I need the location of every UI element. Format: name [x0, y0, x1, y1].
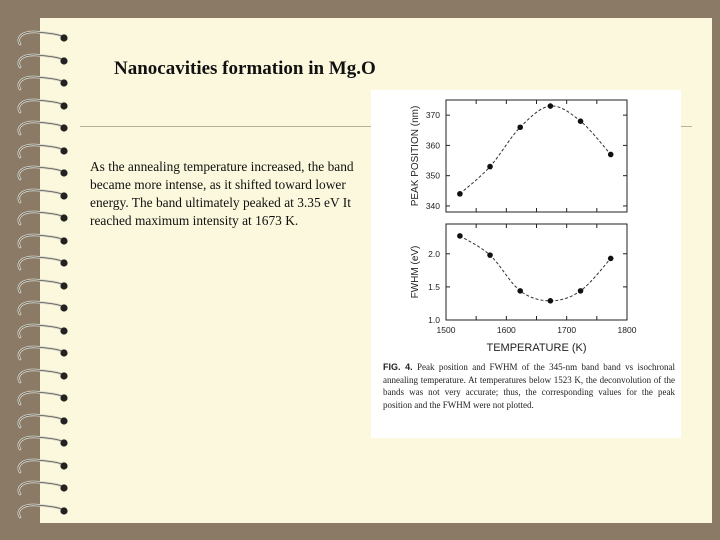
data-point: [517, 288, 523, 294]
data-point: [548, 298, 554, 304]
y-tick-label: 340: [425, 200, 440, 211]
chart-svg: [371, 90, 681, 360]
data-point: [608, 152, 614, 158]
binding-ring: [14, 366, 70, 388]
fit-curve: [460, 236, 611, 301]
slide-title: Nanocavities formation in Mg.O: [114, 58, 376, 79]
data-point: [548, 103, 554, 109]
binding-ring: [14, 253, 70, 275]
binding-ring: [14, 231, 70, 253]
x-tick-label: 1600: [496, 325, 516, 335]
binding-ring: [14, 276, 70, 298]
binding-ring: [14, 186, 70, 208]
data-point: [487, 164, 493, 170]
binding-ring: [14, 208, 70, 230]
binding-ring: [14, 28, 70, 50]
data-point: [578, 288, 584, 294]
y-axis-label: PEAK POSITION (nm): [410, 105, 421, 207]
binding-ring: [14, 343, 70, 365]
data-point: [457, 233, 463, 239]
y-tick-label: 370: [425, 110, 440, 121]
binding-ring: [14, 478, 70, 500]
figure-panel: [371, 90, 681, 438]
plot-frame: [446, 224, 627, 320]
binding-ring: [14, 96, 70, 118]
y-axis-label: FWHM (eV): [410, 245, 421, 299]
binding-ring: [14, 388, 70, 410]
binding-ring: [14, 298, 70, 320]
binding-ring: [14, 433, 70, 455]
y-tick-label: 1.0: [428, 315, 440, 325]
figure-caption: [383, 361, 675, 411]
data-point: [487, 252, 493, 258]
x-tick-label: 1700: [557, 325, 577, 335]
binding-ring: [14, 51, 70, 73]
x-axis-label: TEMPERATURE (K): [486, 342, 587, 354]
caption-label: FIG. 4.: [383, 362, 413, 372]
x-tick-label: 1800: [617, 325, 637, 335]
plot-frame: [446, 100, 627, 212]
binding-ring: [14, 411, 70, 433]
binding-ring: [14, 73, 70, 95]
y-tick-label: 2.0: [428, 248, 440, 259]
slide-body-text: As the annealing temperature increased, the band became more intense, as it shifted toward lower energy. The band ultimately peaked at 3.35 eV It reached maximum intensity at 1673 K.: [90, 159, 354, 228]
y-tick-label: 1.5: [428, 281, 440, 292]
binding-ring: [14, 501, 70, 523]
data-point: [578, 118, 584, 124]
data-point: [608, 256, 614, 262]
binding-ring: [14, 456, 70, 478]
binding-ring: [14, 141, 70, 163]
binding-ring: [14, 118, 70, 140]
binding-ring: [14, 163, 70, 185]
caption-text: Peak position and FWHM of the 345-nm band band vs isochronal annealing temperature. At temperatures below 1523 K, the deconvolution of the bands was not very accurate; thus, the corresponding values for the peak position and the FWHM were not plotted.: [383, 362, 676, 410]
y-tick-label: 360: [425, 140, 440, 151]
data-point: [457, 191, 463, 197]
y-tick-label: 350: [425, 170, 440, 181]
data-point: [517, 124, 523, 130]
fit-curve: [460, 106, 611, 194]
binding-ring: [14, 321, 70, 343]
x-tick-label: 1500: [436, 325, 456, 335]
